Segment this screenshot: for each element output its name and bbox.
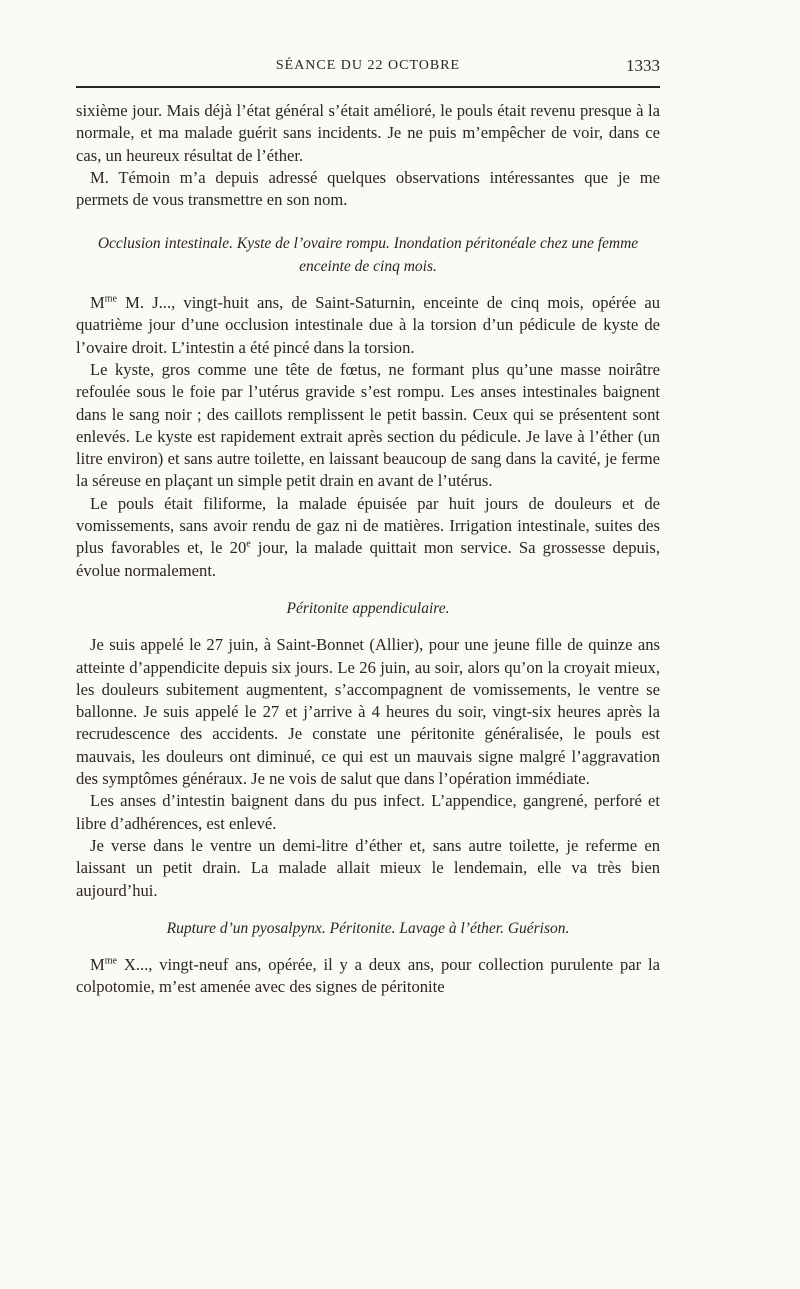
case-text-2: X..., vingt-neuf ans, opérée, il y a deux ans, pour collection purulente par la colpotomie, m’est amenée avec des signes de péritonite bbox=[76, 955, 660, 997]
paragraph-kyste: Le kyste, gros comme une tête de fœtus, ne formant plus qu’une masse noirâtre refoulée sous le foie par l’utérus gravide s’est rompu. Les anses intestinales baignent dans le sang noir ; des caillots remplissent le petit bassin. Ceux qui se présentent sont enlevés. Le kyste est rapidement extrait après section du pédicule. Je lave à l’éther (un litre environ) et sans autre toilette, en laissant beaucoup de sang dans la cavité, je ferme la séreuse en plaçant un simple petit drain en avant de l’utérus. bbox=[76, 359, 660, 491]
header-rule bbox=[76, 86, 660, 88]
book-page bbox=[76, 52, 660, 999]
section-heading-peritonite: Péritonite appendiculaire. bbox=[286, 599, 450, 617]
case-text: M. J..., vingt-huit ans, de Saint-Saturnin, enceinte de cinq mois, opérée au quatrième jour d’une occlusion intestinale due à la torsion d’un pédicule de kyste de l’ovaire droit. L’intestin a été pincé dans la torsion. bbox=[76, 293, 660, 357]
paragraph-temoin: M. Témoin m’a depuis adressé quelques observations intéressantes que je me permets de vous transmettre en son nom. bbox=[76, 167, 660, 210]
paragraph-continuation: sixième jour. Mais déjà l’état général s’était amélioré, le pouls était revenu presque à la normale, et ma malade guérit sans incidents. Je ne puis m’empêcher de voir, dans ce cas, un heureux résultat de l’éther. bbox=[76, 101, 660, 165]
section-heading-rupture: Rupture d’un pyosalpynx. Péritonite. Lavage à l’éther. Guérison. bbox=[166, 919, 570, 937]
abbrev-superscript: me bbox=[104, 293, 117, 305]
page-number: 1333 bbox=[626, 56, 660, 75]
abbrev-madame-2: M bbox=[90, 955, 105, 975]
abbrev-superscript-2: me bbox=[104, 955, 117, 967]
paragraph-case-mme-x bbox=[76, 954, 660, 999]
running-title: SÉANCE DU 22 OCTOBRE bbox=[275, 58, 461, 73]
paragraph-case-mme-mj bbox=[76, 292, 660, 359]
paragraph-anses: Les anses d’intestin baignent dans du pus infect. L’appendice, gangrené, perforé et libre d’adhérences, est enlevé. bbox=[76, 791, 660, 833]
paragraph-appel: Je suis appelé le 27 juin, à Saint-Bonnet (Allier), pour une jeune fille de quinze ans atteinte d’appendicite depuis six jours. Le 26 juin, au soir, alors qu’on la croyait mieux, les douleurs subitement augmentent, s’accompagnent de vomissements, le ventre se ballonne. Je suis appelé le 27 et j’arrive à 4 heures du soir, vingt-six heures après la recrudescence des accidents. Je constate une péritonite généralisée, le pouls est mauvais, les douleurs ont diminué, ce qui est un mauvais signe malgré l’aggravation des symptômes généraux. Je ne vois de salut que dans l’opération immédiate. bbox=[76, 635, 660, 789]
running-head bbox=[76, 52, 660, 86]
pouls-text-a: Le pouls était filiforme, la malade épuisée par huit jours de douleurs et de vomissements, sans avoir rendu de gaz ni de matières. Irrigation intestinale, suites des plus favorables et, le 20 bbox=[76, 493, 660, 558]
abbrev-madame: M bbox=[90, 293, 105, 313]
section-heading-occlusion: Occlusion intestinale. Kyste de l’ovaire rompu. Inondation péritonéale chez une femme enceinte de cinq mois. bbox=[97, 235, 639, 275]
ordinal-superscript: e bbox=[246, 538, 251, 550]
paragraph-ether: Je verse dans le ventre un demi-litre d’éther et, sans autre toilette, je referme en laissant un petit drain. La malade allait mieux le lendemain, elle va très bien aujourd’hui. bbox=[76, 835, 660, 900]
pouls-text-b: jour, la malade quittait mon service. Sa grossesse depuis, évolue normalement. bbox=[76, 538, 660, 580]
paragraph-pouls bbox=[76, 493, 660, 582]
